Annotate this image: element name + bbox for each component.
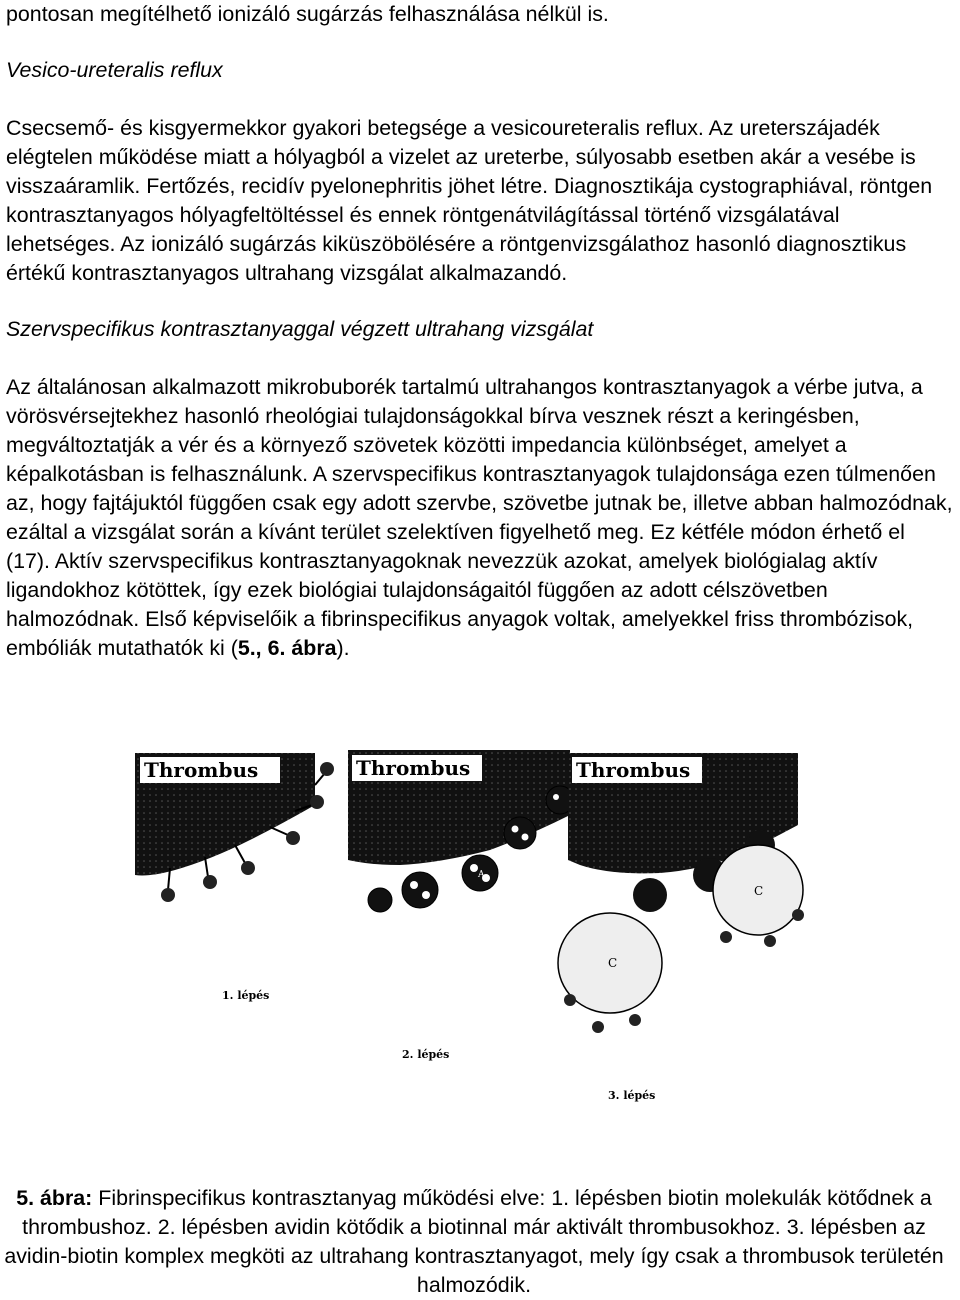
- document-page: [6, 0, 954, 663]
- step-label-2: 2. lépés: [402, 1048, 450, 1061]
- continued-line: pontosan megítélhető ionizáló sugárzás felhasználása nélkül is.: [6, 2, 609, 26]
- figure-reference: 5., 6. ábra: [237, 636, 337, 660]
- heading-organ-specific-contrast: Szervspecifikus kontrasztanyaggal végzett ultrahang vizsgálat: [6, 317, 594, 341]
- paragraph-contrast-end: ).: [336, 636, 350, 660]
- figure-caption: [0, 1184, 948, 1300]
- step-label-3: 3. lépés: [608, 1089, 656, 1102]
- contrast-letter-3b: C: [754, 884, 764, 898]
- avidin-letter-2: A: [478, 870, 485, 880]
- thrombus-label-2: Thrombus: [356, 756, 471, 780]
- paragraph-reflux: Csecsemő- és kisgyermekkor gyakori betegsége a vesicoureteralis reflux. Az ureterszájadék elégtelen működése miatt a hólyagból a vizelet az ureterbe, súlyosabb esetben akár a vesébe is visszaáramlik. Fertőzés, recidív pyelonephritis jöhet létre. Diagnosztikája cystographiával, röntgen kontrasztanyagos hólyagfeltöltéssel és ennek röntgenátvilágítással történő vizsgálatával lehetséges. Az ionizáló sugárzás kiküszöbölésére a röntgenvizsgálathoz hasonló diagnosztikus értékű kontrasztanyagos ultrahang vizsgálat alkalmazandó.: [6, 116, 933, 285]
- heading-vesico-ureteralis-reflux: Vesico-ureteralis reflux: [6, 58, 223, 82]
- figure-panel-1: [135, 753, 334, 1002]
- contrast-letter-3a: C: [608, 956, 618, 970]
- step-label-1: 1. lépés: [222, 989, 270, 1002]
- thrombus-label-3: Thrombus: [576, 758, 691, 782]
- paragraph-contrast-text: Az általánosan alkalmazott mikrobuborék tartalmú ultrahangos kontrasztanyagok a vérbe jutva, a vörösvérsejtekhez hasonló rheológiai tulajdonságokkal bírva vesznek részt a keringésben, megváltoztatják a vér és a környező szövetek közötti impedancia különbséget, amelyet a képalkotásban is felhasználunk. A szervspecifikus kontrasztanyagok tulajdonsága ezen túlmenően az, hogy fajtájuktól függően csak egy adott szervbe, szövetbe jutnak be, illetve abban halmozódnak, ezáltal a vizsgálat során a kívánt terület szelektíven figyelhető meg. Ez kétféle módon érhető el (17). Aktív szervspecifikus kontrasztanyagoknak nevezzük azokat, amelyek biológialag aktív ligandokhoz kötöttek, így ezek biológiai tulajdonságaitól függően az adott célszövetben halmozódnak. Első képviselőik a fibrinspecifikus anyagok voltak, amelyekkel friss thrombózisok, embóliák mutathatók ki (: [6, 375, 953, 660]
- caption-label: 5. ábra:: [16, 1186, 93, 1210]
- fibrin-specific-contrast-figure: [130, 745, 830, 1115]
- caption-text: Fibrinspecifikus kontrasztanyag működési elve: 1. lépésben biotin molekulák kötődnek a thrombushoz. 2. lépésben avidin kötődik a biotinnal már aktivált thrombusokhoz. 3. lépésben az avidin-biotin komplex megköti az ultrahang kontrasztanyagot, mely így csak a thrombusok területén halmozódik.: [4, 1186, 944, 1297]
- figure-panel-3: [558, 753, 804, 1102]
- paragraph-contrast-agents: [6, 373, 954, 663]
- figure-panel-2: [348, 750, 574, 1061]
- thrombus-label-1: Thrombus: [144, 758, 259, 782]
